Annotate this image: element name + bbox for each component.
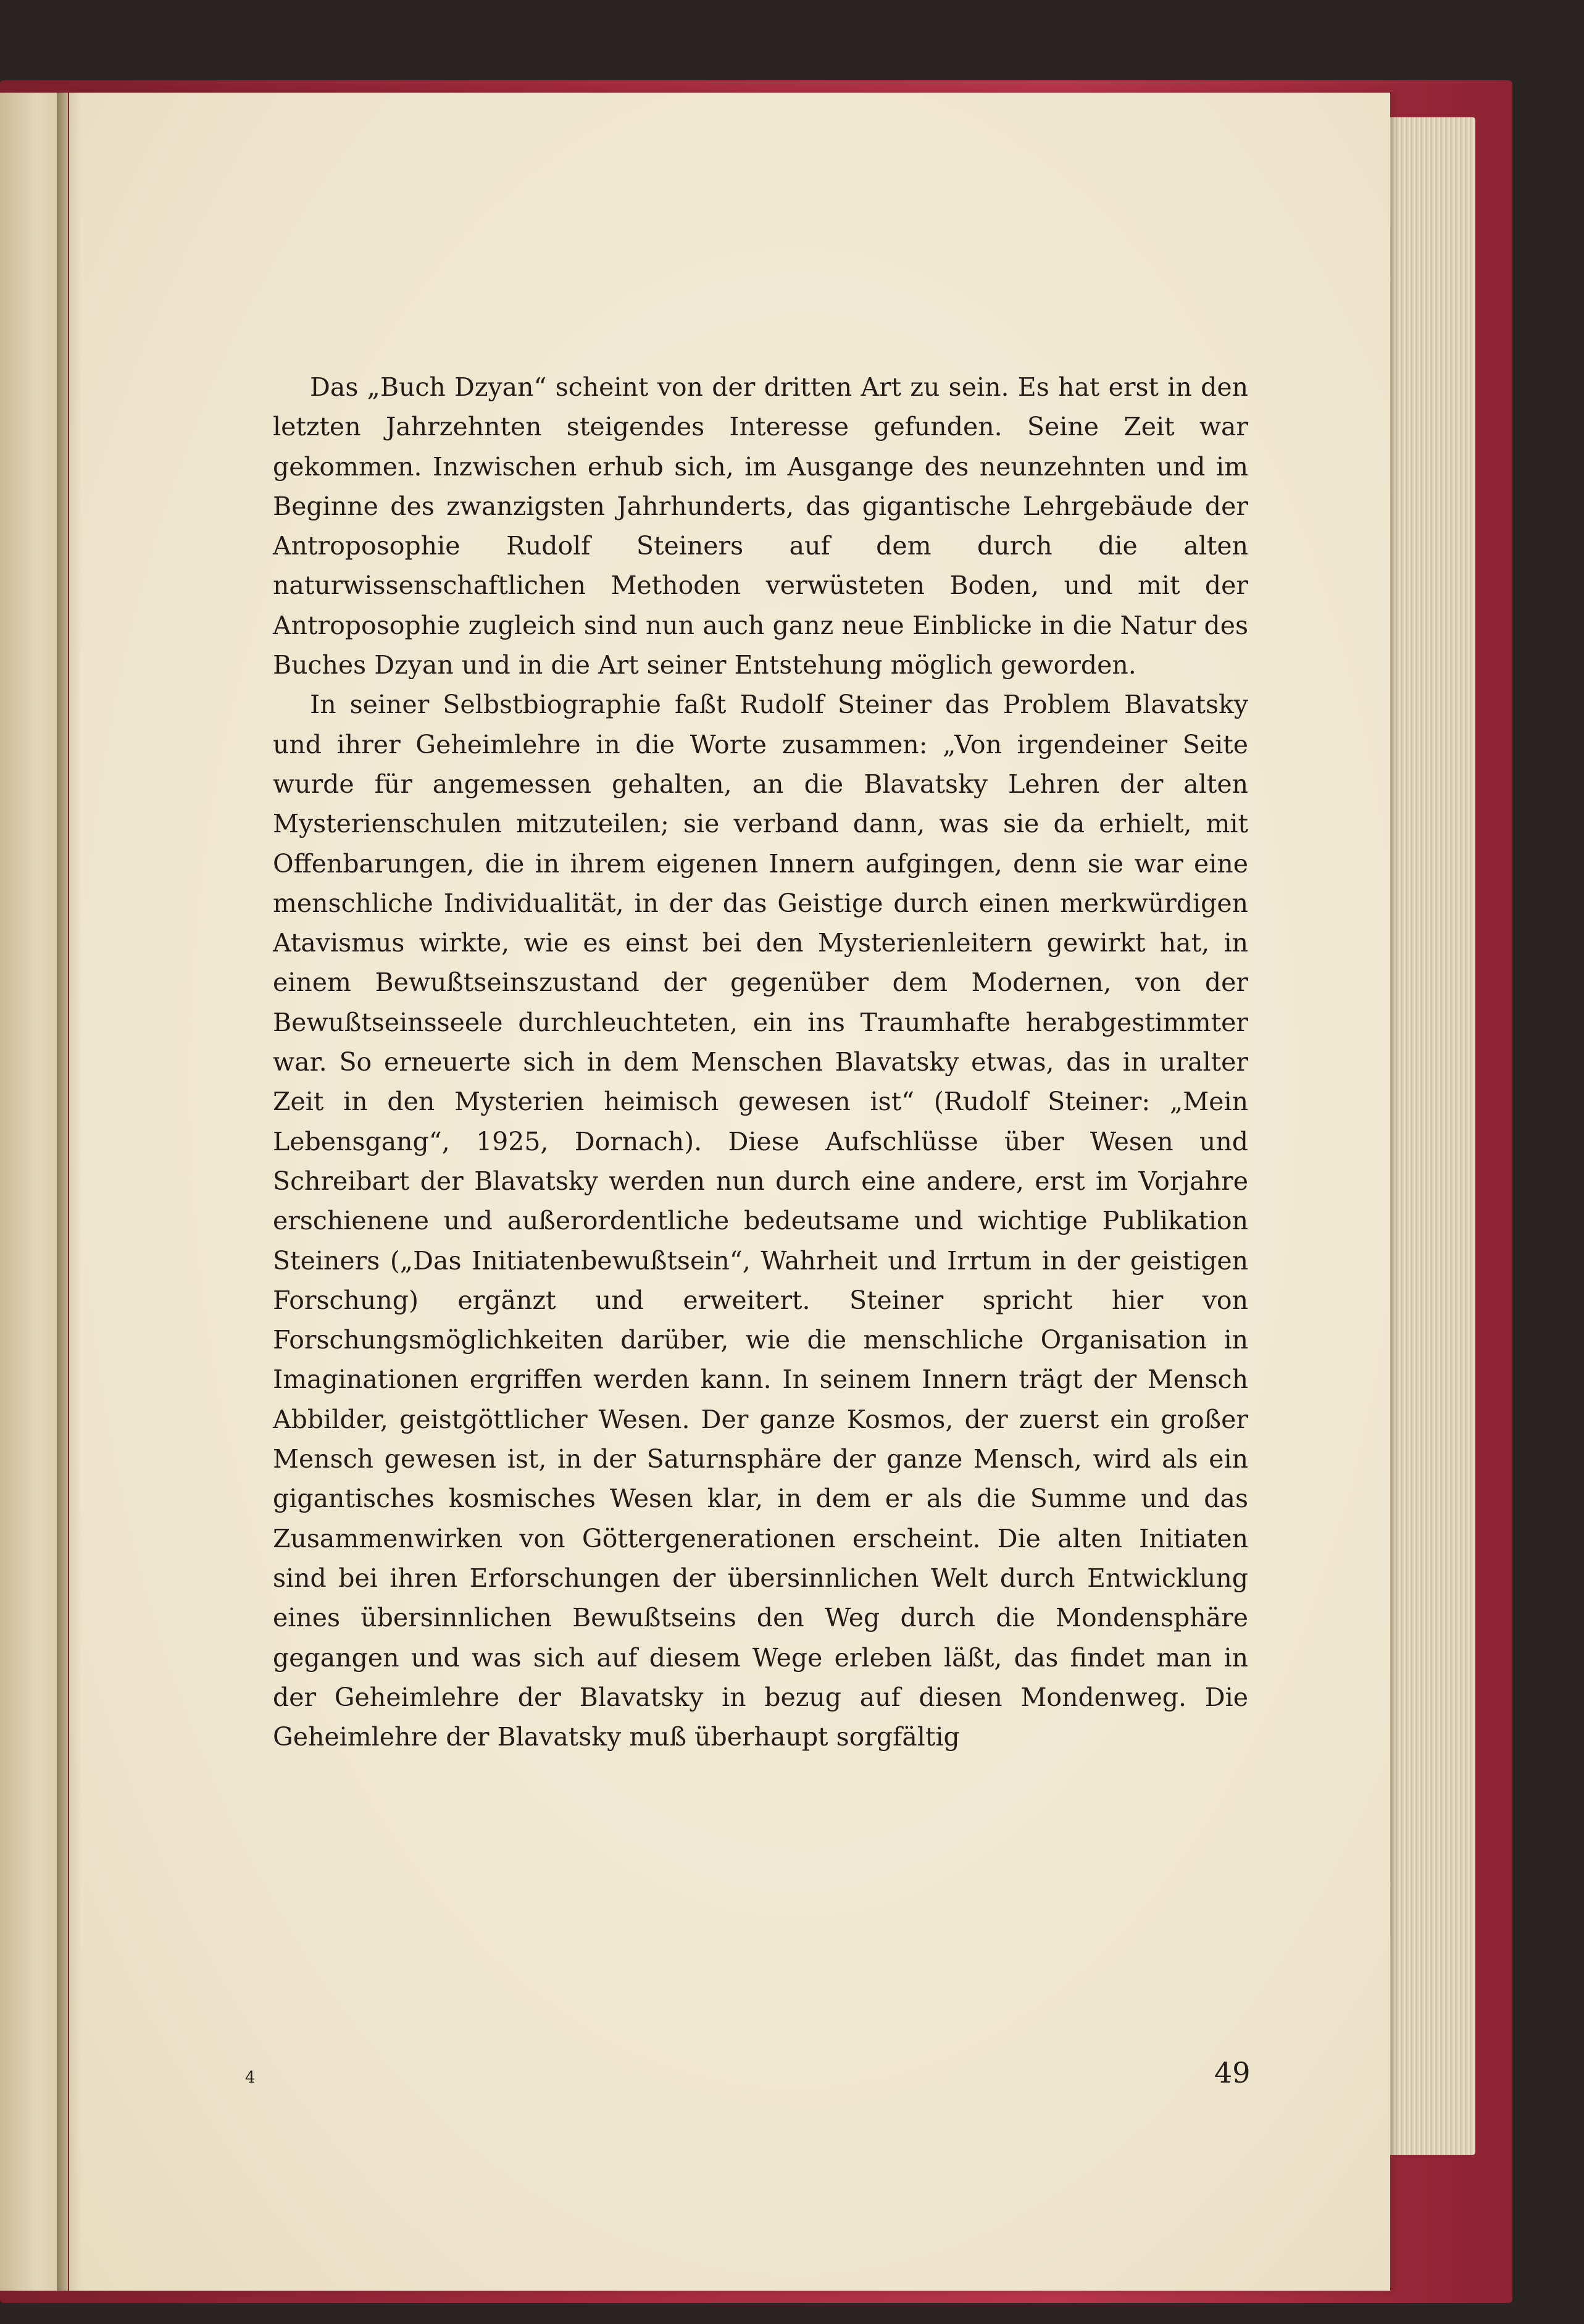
gutter-shadow	[57, 93, 81, 2291]
signature-mark: 4	[245, 2068, 256, 2087]
body-text	[273, 367, 1248, 1757]
paragraph-1: Das „Buch Dzyan“ scheint von der dritten Art zu sein. Es hat erst in den letzten Jahrzehnten steigendes Interesse gefunden. Seine Zeit war gekommen. Inzwischen erhub sich, im Ausgange des neunzehnten und im Beginne des zwanzigsten Jahrhunderts, das gigantische Lehrgebäude der Antroposophie Rudolf Steiners auf dem durch die alten naturwissenschaftlichen Methoden verwüsteten Boden, und mit der Antroposophie zugleich sind nun auch ganz neue Einblicke in die Natur des Buches Dzyan und in die Art seiner Entstehung möglich geworden.	[273, 372, 1248, 680]
paragraph-2: In seiner Selbstbiographie faßt Rudolf Steiner das Problem Blavatsky und ihrer Geheimlehre in die Worte zusammen: „Von irgendeiner Seite wurde für angemessen gehalten, an die Blavatsky Lehren der alten Mysterienschulen mitzuteilen; sie verband dann, was sie da erhielt, mit Offenbarungen, die in ihrem eigenen Innern aufgingen, denn sie war eine menschliche Individualität, in der das Geistige durch einen merkwürdigen Atavismus wirkte, wie es einst bei den Mysterienleitern gewirkt hat, in einem Bewußtseinszustand der gegenüber dem Modernen, von der Bewußtseinsseele durchleuchteten, ein ins Traumhafte herabgestimmter war. So erneuerte sich in dem Menschen Blavatsky etwas, das in uralter Zeit in den Mysterien heimisch gewesen ist“ (Rudolf Steiner: „Mein Lebensgang“, 1925, Dornach). Diese Aufschlüsse über Wesen und Schreibart der Blavatsky werden nun durch eine andere, erst im Vorjahre erschienene und außerordentliche bedeutsame und wichtige Publikation Steiners („Das Initiatenbewußtsein“, Wahrheit und Irrtum in der geistigen Forschung) ergänzt und erweitert. Steiner spricht hier von Forschungsmöglichkeiten darüber, wie die menschliche Organisation in Imaginationen ergriffen werden kann. In seinem Innern trägt der Mensch Abbilder, geistgöttlicher Wesen. Der ganze Kosmos, der zuerst ein großer Mensch gewesen ist, in der Saturnsphäre der ganze Mensch, wird als ein gigantisches kosmisches Wesen klar, in dem er als die Summe und das Zusammenwirken von Göttergenerationen erscheint. Die alten Initiaten sind bei ihren Erforschungen der übersinnlichen Welt durch Entwicklung eines übersinnlichen Bewußtseins den Weg durch die Mondensphäre gegangen und was sich auf diesem Wege erleben läßt, das findet man in der Geheimlehre der Blavatsky in bezug auf diesen Mondenweg. Die Geheimlehre der Blavatsky muß überhaupt sorgfältig	[273, 690, 1248, 1752]
book-page	[69, 93, 1390, 2291]
page-number: 49	[1214, 2056, 1251, 2089]
